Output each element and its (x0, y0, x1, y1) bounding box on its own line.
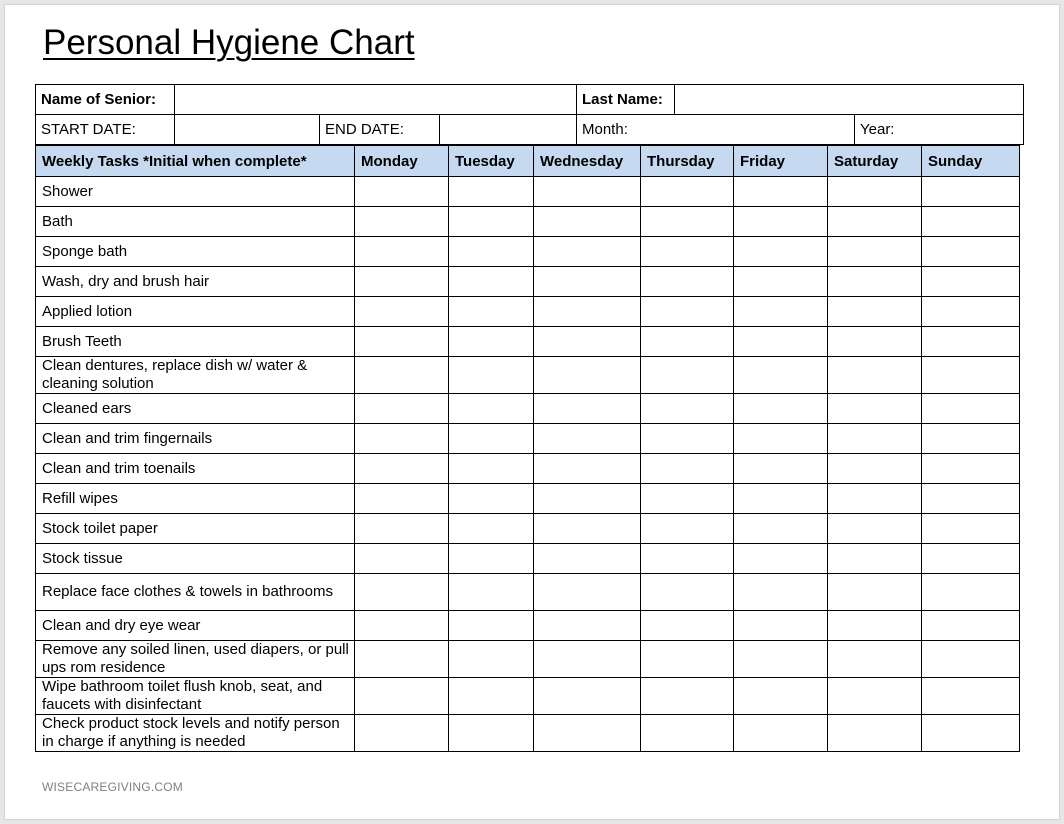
initial-cell-thursday[interactable] (641, 641, 734, 678)
initial-cell-monday[interactable] (355, 514, 449, 544)
initial-cell-monday[interactable] (355, 394, 449, 424)
initial-cell-friday[interactable] (734, 267, 828, 297)
initial-cell-sunday[interactable] (922, 544, 1020, 574)
table-header-row (36, 146, 1020, 177)
table-row (36, 715, 1020, 752)
start-date-label: START DATE: (36, 115, 175, 145)
initial-cell-thursday[interactable] (641, 514, 734, 544)
initial-cell-friday[interactable] (734, 611, 828, 641)
initial-cell-sunday[interactable] (922, 394, 1020, 424)
document-page (4, 4, 1060, 820)
name-of-senior-field[interactable] (175, 85, 577, 115)
table-row (36, 678, 1020, 715)
initial-cell-sunday[interactable] (922, 641, 1020, 678)
initial-cell-wednesday[interactable] (534, 484, 641, 514)
table-row (36, 297, 1020, 327)
table-row (36, 454, 1020, 484)
initial-cell-monday[interactable] (355, 544, 449, 574)
initial-cell-thursday[interactable] (641, 678, 734, 715)
initial-cell-tuesday[interactable] (449, 267, 534, 297)
initial-cell-friday[interactable] (734, 514, 828, 544)
initial-cell-friday[interactable] (734, 484, 828, 514)
task-label: Check product stock levels and notify person in charge if anything is needed (36, 715, 355, 752)
initial-cell-monday[interactable] (355, 207, 449, 237)
initial-cell-friday[interactable] (734, 678, 828, 715)
initial-cell-wednesday[interactable] (534, 357, 641, 394)
initial-cell-wednesday[interactable] (534, 424, 641, 454)
initial-cell-thursday[interactable] (641, 207, 734, 237)
initial-cell-saturday[interactable] (828, 544, 922, 574)
initial-cell-tuesday[interactable] (449, 297, 534, 327)
initial-cell-thursday[interactable] (641, 394, 734, 424)
initial-cell-tuesday[interactable] (449, 207, 534, 237)
day-header-friday: Friday (734, 146, 828, 177)
task-label: Bath (36, 207, 355, 237)
initial-cell-monday[interactable] (355, 267, 449, 297)
initial-cell-saturday[interactable] (828, 484, 922, 514)
day-header-sunday: Sunday (922, 146, 1020, 177)
task-label: Wipe bathroom toilet flush knob, seat, and faucets with disinfectant (36, 678, 355, 715)
initial-cell-saturday[interactable] (828, 327, 922, 357)
initial-cell-wednesday[interactable] (534, 454, 641, 484)
initial-cell-tuesday[interactable] (449, 715, 534, 752)
table-row (36, 574, 1020, 611)
initial-cell-tuesday[interactable] (449, 484, 534, 514)
initial-cell-monday[interactable] (355, 641, 449, 678)
initial-cell-tuesday[interactable] (449, 574, 534, 611)
initial-cell-thursday[interactable] (641, 327, 734, 357)
initial-cell-thursday[interactable] (641, 237, 734, 267)
task-label: Cleaned ears (36, 394, 355, 424)
task-label: Brush Teeth (36, 327, 355, 357)
task-label: Applied lotion (36, 297, 355, 327)
initial-cell-saturday[interactable] (828, 454, 922, 484)
task-label: Stock toilet paper (36, 514, 355, 544)
initial-cell-thursday[interactable] (641, 484, 734, 514)
initial-cell-wednesday[interactable] (534, 327, 641, 357)
task-label: Wash, dry and brush hair (36, 267, 355, 297)
initial-cell-wednesday[interactable] (534, 514, 641, 544)
initial-cell-monday[interactable] (355, 327, 449, 357)
initial-cell-thursday[interactable] (641, 454, 734, 484)
initial-cell-sunday[interactable] (922, 678, 1020, 715)
initial-cell-monday[interactable] (355, 424, 449, 454)
task-label: Replace face clothes & towels in bathrooms (36, 574, 355, 611)
table-row (36, 641, 1020, 678)
initial-cell-friday[interactable] (734, 237, 828, 267)
initial-cell-thursday[interactable] (641, 297, 734, 327)
initial-cell-tuesday[interactable] (449, 641, 534, 678)
initial-cell-saturday[interactable] (828, 574, 922, 611)
initial-cell-saturday[interactable] (828, 394, 922, 424)
initial-cell-tuesday[interactable] (449, 177, 534, 207)
initial-cell-wednesday[interactable] (534, 574, 641, 611)
initial-cell-wednesday[interactable] (534, 297, 641, 327)
initial-cell-sunday[interactable] (922, 514, 1020, 544)
initial-cell-monday[interactable] (355, 715, 449, 752)
initial-cell-saturday[interactable] (828, 207, 922, 237)
initial-cell-monday[interactable] (355, 611, 449, 641)
initial-cell-saturday[interactable] (828, 357, 922, 394)
initial-cell-sunday[interactable] (922, 574, 1020, 611)
initial-cell-wednesday[interactable] (534, 544, 641, 574)
initial-cell-tuesday[interactable] (449, 454, 534, 484)
initial-cell-saturday[interactable] (828, 678, 922, 715)
table-row (36, 207, 1020, 237)
start-date-field[interactable] (175, 115, 320, 145)
initial-cell-sunday[interactable] (922, 207, 1020, 237)
table-row (36, 611, 1020, 641)
initial-cell-tuesday[interactable] (449, 357, 534, 394)
initial-cell-sunday[interactable] (922, 267, 1020, 297)
initial-cell-friday[interactable] (734, 544, 828, 574)
day-header-thursday: Thursday (641, 146, 734, 177)
initial-cell-sunday[interactable] (922, 484, 1020, 514)
table-row (36, 357, 1020, 394)
initial-cell-thursday[interactable] (641, 177, 734, 207)
day-header-saturday: Saturday (828, 146, 922, 177)
task-label: Remove any soiled linen, used diapers, or pull ups rom residence (36, 641, 355, 678)
task-label: Stock tissue (36, 544, 355, 574)
senior-info-table (35, 84, 1024, 145)
name-of-senior-label: Name of Senior: (36, 85, 175, 115)
initial-cell-monday[interactable] (355, 574, 449, 611)
initial-cell-friday[interactable] (734, 357, 828, 394)
table-row (36, 237, 1020, 267)
initial-cell-monday[interactable] (355, 177, 449, 207)
initial-cell-thursday[interactable] (641, 424, 734, 454)
initial-cell-thursday[interactable] (641, 267, 734, 297)
initial-cell-friday[interactable] (734, 297, 828, 327)
table-row (36, 267, 1020, 297)
initial-cell-thursday[interactable] (641, 357, 734, 394)
tasks-body (36, 177, 1020, 752)
initial-cell-wednesday[interactable] (534, 641, 641, 678)
task-label: Sponge bath (36, 237, 355, 267)
last-name-field[interactable] (675, 85, 1024, 115)
table-row (36, 327, 1020, 357)
day-header-tuesday: Tuesday (449, 146, 534, 177)
initial-cell-tuesday[interactable] (449, 544, 534, 574)
initial-cell-saturday[interactable] (828, 611, 922, 641)
month-field[interactable] (577, 115, 855, 145)
initial-cell-sunday[interactable] (922, 715, 1020, 752)
initial-cell-saturday[interactable] (828, 267, 922, 297)
initial-cell-saturday[interactable] (828, 424, 922, 454)
initial-cell-wednesday[interactable] (534, 394, 641, 424)
initial-cell-sunday[interactable] (922, 297, 1020, 327)
initial-cell-monday[interactable] (355, 237, 449, 267)
initial-cell-monday[interactable] (355, 357, 449, 394)
end-date-field[interactable] (440, 115, 577, 145)
year-field[interactable] (855, 115, 1024, 145)
initial-cell-friday[interactable] (734, 641, 828, 678)
month-label: Month: (582, 121, 628, 138)
last-name-label: Last Name: (577, 85, 675, 115)
table-row (36, 394, 1020, 424)
table-row (36, 484, 1020, 514)
task-label: Clean and trim fingernails (36, 424, 355, 454)
initial-cell-friday[interactable] (734, 177, 828, 207)
initial-cell-saturday[interactable] (828, 297, 922, 327)
initial-cell-tuesday[interactable] (449, 424, 534, 454)
initial-cell-sunday[interactable] (922, 327, 1020, 357)
initial-cell-thursday[interactable] (641, 611, 734, 641)
day-header-monday: Monday (355, 146, 449, 177)
initial-cell-saturday[interactable] (828, 237, 922, 267)
initial-cell-tuesday[interactable] (449, 327, 534, 357)
initial-cell-tuesday[interactable] (449, 678, 534, 715)
initial-cell-wednesday[interactable] (534, 237, 641, 267)
task-label: Shower (36, 177, 355, 207)
initial-cell-friday[interactable] (734, 394, 828, 424)
initial-cell-wednesday[interactable] (534, 207, 641, 237)
initial-cell-monday[interactable] (355, 297, 449, 327)
initial-cell-sunday[interactable] (922, 454, 1020, 484)
footer-website: WISECAREGIVING.COM (42, 780, 183, 794)
initial-cell-wednesday[interactable] (534, 678, 641, 715)
year-label: Year: (860, 121, 895, 138)
initial-cell-saturday[interactable] (828, 715, 922, 752)
initial-cell-tuesday[interactable] (449, 394, 534, 424)
end-date-label: END DATE: (320, 115, 440, 145)
table-row (36, 514, 1020, 544)
initial-cell-sunday[interactable] (922, 237, 1020, 267)
day-header-wednesday: Wednesday (534, 146, 641, 177)
task-label: Clean and dry eye wear (36, 611, 355, 641)
initial-cell-thursday[interactable] (641, 574, 734, 611)
initial-cell-monday[interactable] (355, 678, 449, 715)
initial-cell-friday[interactable] (734, 454, 828, 484)
hygiene-tasks-table (35, 145, 1020, 752)
initial-cell-friday[interactable] (734, 207, 828, 237)
table-row (36, 424, 1020, 454)
initial-cell-friday[interactable] (734, 424, 828, 454)
initial-cell-wednesday[interactable] (534, 611, 641, 641)
initial-cell-friday[interactable] (734, 574, 828, 611)
initial-cell-saturday[interactable] (828, 641, 922, 678)
initial-cell-wednesday[interactable] (534, 267, 641, 297)
initial-cell-tuesday[interactable] (449, 611, 534, 641)
initial-cell-monday[interactable] (355, 484, 449, 514)
task-label: Clean dentures, replace dish w/ water & cleaning solution (36, 357, 355, 394)
weekly-tasks-header: Weekly Tasks *Initial when complete* (36, 146, 355, 177)
initial-cell-wednesday[interactable] (534, 715, 641, 752)
initial-cell-sunday[interactable] (922, 424, 1020, 454)
initial-cell-sunday[interactable] (922, 357, 1020, 394)
initial-cell-wednesday[interactable] (534, 177, 641, 207)
initial-cell-friday[interactable] (734, 327, 828, 357)
initial-cell-saturday[interactable] (828, 177, 922, 207)
initial-cell-tuesday[interactable] (449, 514, 534, 544)
table-row (36, 544, 1020, 574)
table-row (36, 177, 1020, 207)
initial-cell-saturday[interactable] (828, 514, 922, 544)
initial-cell-thursday[interactable] (641, 715, 734, 752)
initial-cell-friday[interactable] (734, 715, 828, 752)
task-label: Clean and trim toenails (36, 454, 355, 484)
initial-cell-tuesday[interactable] (449, 237, 534, 267)
initial-cell-sunday[interactable] (922, 177, 1020, 207)
task-label: Refill wipes (36, 484, 355, 514)
page-title: Personal Hygiene Chart (43, 23, 415, 62)
initial-cell-thursday[interactable] (641, 544, 734, 574)
initial-cell-sunday[interactable] (922, 611, 1020, 641)
initial-cell-monday[interactable] (355, 454, 449, 484)
